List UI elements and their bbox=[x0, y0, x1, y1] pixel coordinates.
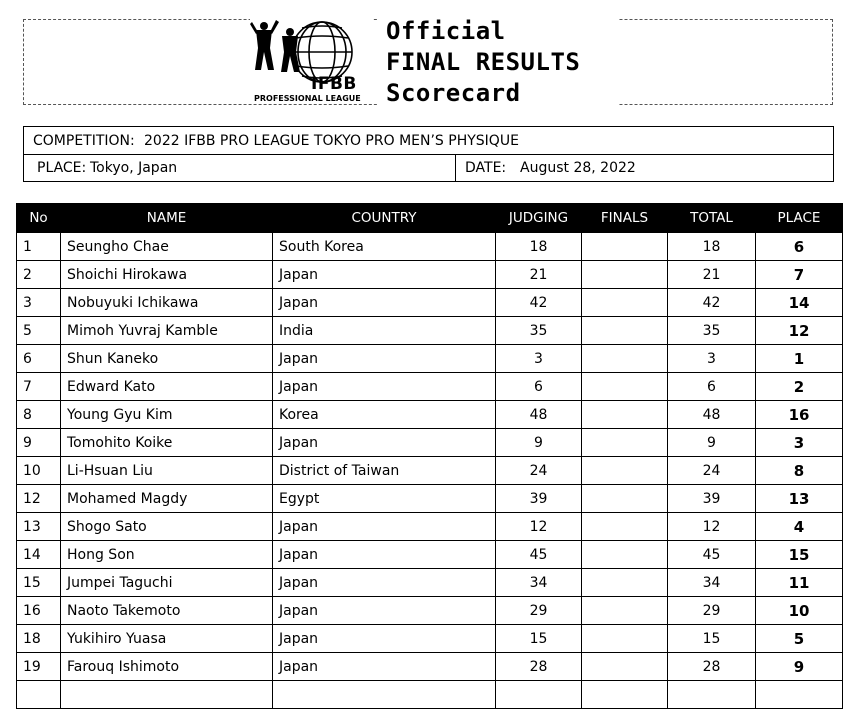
cell-finals bbox=[582, 569, 668, 597]
table-row bbox=[17, 485, 843, 513]
cell-name: Tomohito Koike bbox=[61, 429, 273, 457]
cell-place: 9 bbox=[756, 653, 843, 681]
cell-place: 6 bbox=[756, 233, 843, 261]
cell-name: Naoto Takemoto bbox=[61, 597, 273, 625]
cell-country: Japan bbox=[273, 569, 496, 597]
cell-place: 13 bbox=[756, 485, 843, 513]
table-row bbox=[17, 345, 843, 373]
cell-name: Edward Kato bbox=[61, 373, 273, 401]
col-header-place: PLACE bbox=[756, 204, 843, 233]
place-date-row bbox=[24, 155, 833, 182]
date-value: August 28, 2022 bbox=[520, 160, 636, 176]
cell-name: Shoichi Hirokawa bbox=[61, 261, 273, 289]
table-row bbox=[17, 373, 843, 401]
cell-no: 12 bbox=[17, 485, 61, 513]
cell-place: 10 bbox=[756, 597, 843, 625]
cell-total: 29 bbox=[668, 597, 756, 625]
cell-name: Shun Kaneko bbox=[61, 345, 273, 373]
cell-name: Young Gyu Kim bbox=[61, 401, 273, 429]
cell-finals bbox=[582, 429, 668, 457]
table-row bbox=[17, 457, 843, 485]
cell-total: 15 bbox=[668, 625, 756, 653]
cell-judging: 3 bbox=[496, 345, 582, 373]
table-row bbox=[17, 289, 843, 317]
cell-finals bbox=[582, 625, 668, 653]
cell-total: 28 bbox=[668, 653, 756, 681]
cell-judging: 15 bbox=[496, 625, 582, 653]
table-row bbox=[17, 401, 843, 429]
cell-country: Korea bbox=[273, 401, 496, 429]
table-row bbox=[17, 541, 843, 569]
cell-name: Farouq Ishimoto bbox=[61, 653, 273, 681]
cell-no: 13 bbox=[17, 513, 61, 541]
cell-total: 3 bbox=[668, 345, 756, 373]
cell-finals bbox=[582, 541, 668, 569]
cell-finals bbox=[582, 653, 668, 681]
cell-finals bbox=[582, 457, 668, 485]
cell-place: 7 bbox=[756, 261, 843, 289]
col-header-total: TOTAL bbox=[668, 204, 756, 233]
cell-no: 8 bbox=[17, 401, 61, 429]
cell-finals bbox=[582, 261, 668, 289]
cell-finals bbox=[582, 345, 668, 373]
col-header-name: NAME bbox=[61, 204, 273, 233]
cell-place: 8 bbox=[756, 457, 843, 485]
cell-place: 15 bbox=[756, 541, 843, 569]
cell-no: 2 bbox=[17, 261, 61, 289]
results-table bbox=[16, 203, 843, 709]
cell-place: 3 bbox=[756, 429, 843, 457]
place-value: Tokyo, Japan bbox=[90, 160, 178, 176]
cell-finals bbox=[582, 401, 668, 429]
cell-total: 12 bbox=[668, 513, 756, 541]
cell-place: 14 bbox=[756, 289, 843, 317]
title-line-final-results: FINAL RESULTS bbox=[386, 48, 581, 76]
cell-no: 7 bbox=[17, 373, 61, 401]
col-header-country: COUNTRY bbox=[273, 204, 496, 233]
cell-name: Shogo Sato bbox=[61, 513, 273, 541]
logo-brand: IFBB bbox=[311, 74, 357, 94]
cell-name: Yukihiro Yuasa bbox=[61, 625, 273, 653]
place-label: PLACE: bbox=[37, 160, 87, 176]
cell-no: 14 bbox=[17, 541, 61, 569]
table-row bbox=[17, 625, 843, 653]
table-row bbox=[17, 233, 843, 261]
table-row bbox=[17, 569, 843, 597]
info-divider bbox=[455, 155, 456, 182]
date-label: DATE: bbox=[465, 160, 507, 176]
cell-total: 18 bbox=[668, 233, 756, 261]
cell-no: 1 bbox=[17, 233, 61, 261]
cell-finals bbox=[582, 373, 668, 401]
cell-judging: 34 bbox=[496, 569, 582, 597]
cell-total: 45 bbox=[668, 541, 756, 569]
cell-place: 11 bbox=[756, 569, 843, 597]
cell-country: Japan bbox=[273, 597, 496, 625]
cell-country: Japan bbox=[273, 289, 496, 317]
cell-judging: 28 bbox=[496, 653, 582, 681]
cell-place: 5 bbox=[756, 625, 843, 653]
cell-no: 15 bbox=[17, 569, 61, 597]
cell-name: Mohamed Magdy bbox=[61, 485, 273, 513]
cell-no: 16 bbox=[17, 597, 61, 625]
cell-place: 2 bbox=[756, 373, 843, 401]
cell-name: Mimoh Yuvraj Kamble bbox=[61, 317, 273, 345]
cell-finals bbox=[582, 289, 668, 317]
table-row bbox=[17, 513, 843, 541]
cell-no: 9 bbox=[17, 429, 61, 457]
ifbb-logo bbox=[250, 18, 372, 104]
cell-no: 5 bbox=[17, 317, 61, 345]
col-header-no: No bbox=[17, 204, 61, 233]
logo-league: PROFESSIONAL LEAGUE bbox=[254, 94, 361, 103]
cell-total: 6 bbox=[668, 373, 756, 401]
cell-judging: 42 bbox=[496, 289, 582, 317]
cell-no: 6 bbox=[17, 345, 61, 373]
cell-finals bbox=[582, 597, 668, 625]
cell-country: South Korea bbox=[273, 233, 496, 261]
cell-country: Japan bbox=[273, 345, 496, 373]
cell-finals bbox=[582, 317, 668, 345]
cell-no: 19 bbox=[17, 653, 61, 681]
cell-country: Japan bbox=[273, 429, 496, 457]
cell-judging: 21 bbox=[496, 261, 582, 289]
table-row bbox=[17, 429, 843, 457]
cell-place: 16 bbox=[756, 401, 843, 429]
cell-country: Japan bbox=[273, 625, 496, 653]
cell-name: Li-Hsuan Liu bbox=[61, 457, 273, 485]
cell-finals bbox=[582, 513, 668, 541]
cell-name: Hong Son bbox=[61, 541, 273, 569]
cell-judging: 18 bbox=[496, 233, 582, 261]
cell-total: 9 bbox=[668, 429, 756, 457]
col-header-finals: FINALS bbox=[582, 204, 668, 233]
results-body bbox=[17, 233, 843, 709]
cell-place: 4 bbox=[756, 513, 843, 541]
cell-name: Seungho Chae bbox=[61, 233, 273, 261]
cell-total: 48 bbox=[668, 401, 756, 429]
table-row bbox=[17, 317, 843, 345]
cell-finals bbox=[582, 681, 668, 709]
cell-country: Egypt bbox=[273, 485, 496, 513]
cell-place: 12 bbox=[756, 317, 843, 345]
cell-finals bbox=[582, 233, 668, 261]
cell-name: Nobuyuki Ichikawa bbox=[61, 289, 273, 317]
cell-no: 3 bbox=[17, 289, 61, 317]
cell-judging: 39 bbox=[496, 485, 582, 513]
cell-country: India bbox=[273, 317, 496, 345]
cell-judging: 29 bbox=[496, 597, 582, 625]
competition-label: COMPETITION: bbox=[33, 133, 135, 149]
cell-total: 21 bbox=[668, 261, 756, 289]
scorecard-title bbox=[378, 16, 618, 106]
cell-country: Japan bbox=[273, 513, 496, 541]
cell-total: 24 bbox=[668, 457, 756, 485]
cell-total bbox=[668, 681, 756, 709]
cell-total: 39 bbox=[668, 485, 756, 513]
competition-info bbox=[23, 126, 834, 182]
cell-judging: 24 bbox=[496, 457, 582, 485]
cell-total: 42 bbox=[668, 289, 756, 317]
cell-country bbox=[273, 681, 496, 709]
cell-judging: 6 bbox=[496, 373, 582, 401]
cell-judging bbox=[496, 681, 582, 709]
title-line-official: Official bbox=[386, 17, 506, 45]
cell-finals bbox=[582, 485, 668, 513]
table-row bbox=[17, 681, 843, 709]
cell-name: Jumpei Taguchi bbox=[61, 569, 273, 597]
col-header-judging: JUDGING bbox=[496, 204, 582, 233]
cell-total: 35 bbox=[668, 317, 756, 345]
cell-judging: 48 bbox=[496, 401, 582, 429]
competition-row bbox=[24, 127, 833, 155]
competition-value: 2022 IFBB PRO LEAGUE TOKYO PRO MEN’S PHYSIQUE bbox=[144, 133, 519, 149]
table-header-row bbox=[17, 204, 843, 233]
cell-judging: 9 bbox=[496, 429, 582, 457]
cell-place bbox=[756, 681, 843, 709]
cell-judging: 12 bbox=[496, 513, 582, 541]
cell-name bbox=[61, 681, 273, 709]
table-row bbox=[17, 261, 843, 289]
table-row bbox=[17, 653, 843, 681]
cell-no: 18 bbox=[17, 625, 61, 653]
cell-country: Japan bbox=[273, 261, 496, 289]
cell-no bbox=[17, 681, 61, 709]
cell-no: 10 bbox=[17, 457, 61, 485]
cell-judging: 35 bbox=[496, 317, 582, 345]
cell-place: 1 bbox=[756, 345, 843, 373]
cell-country: Japan bbox=[273, 653, 496, 681]
cell-total: 34 bbox=[668, 569, 756, 597]
title-line-scorecard: Scorecard bbox=[386, 79, 521, 107]
cell-country: Japan bbox=[273, 373, 496, 401]
table-row bbox=[17, 597, 843, 625]
cell-judging: 45 bbox=[496, 541, 582, 569]
cell-country: District of Taiwan bbox=[273, 457, 496, 485]
cell-country: Japan bbox=[273, 541, 496, 569]
